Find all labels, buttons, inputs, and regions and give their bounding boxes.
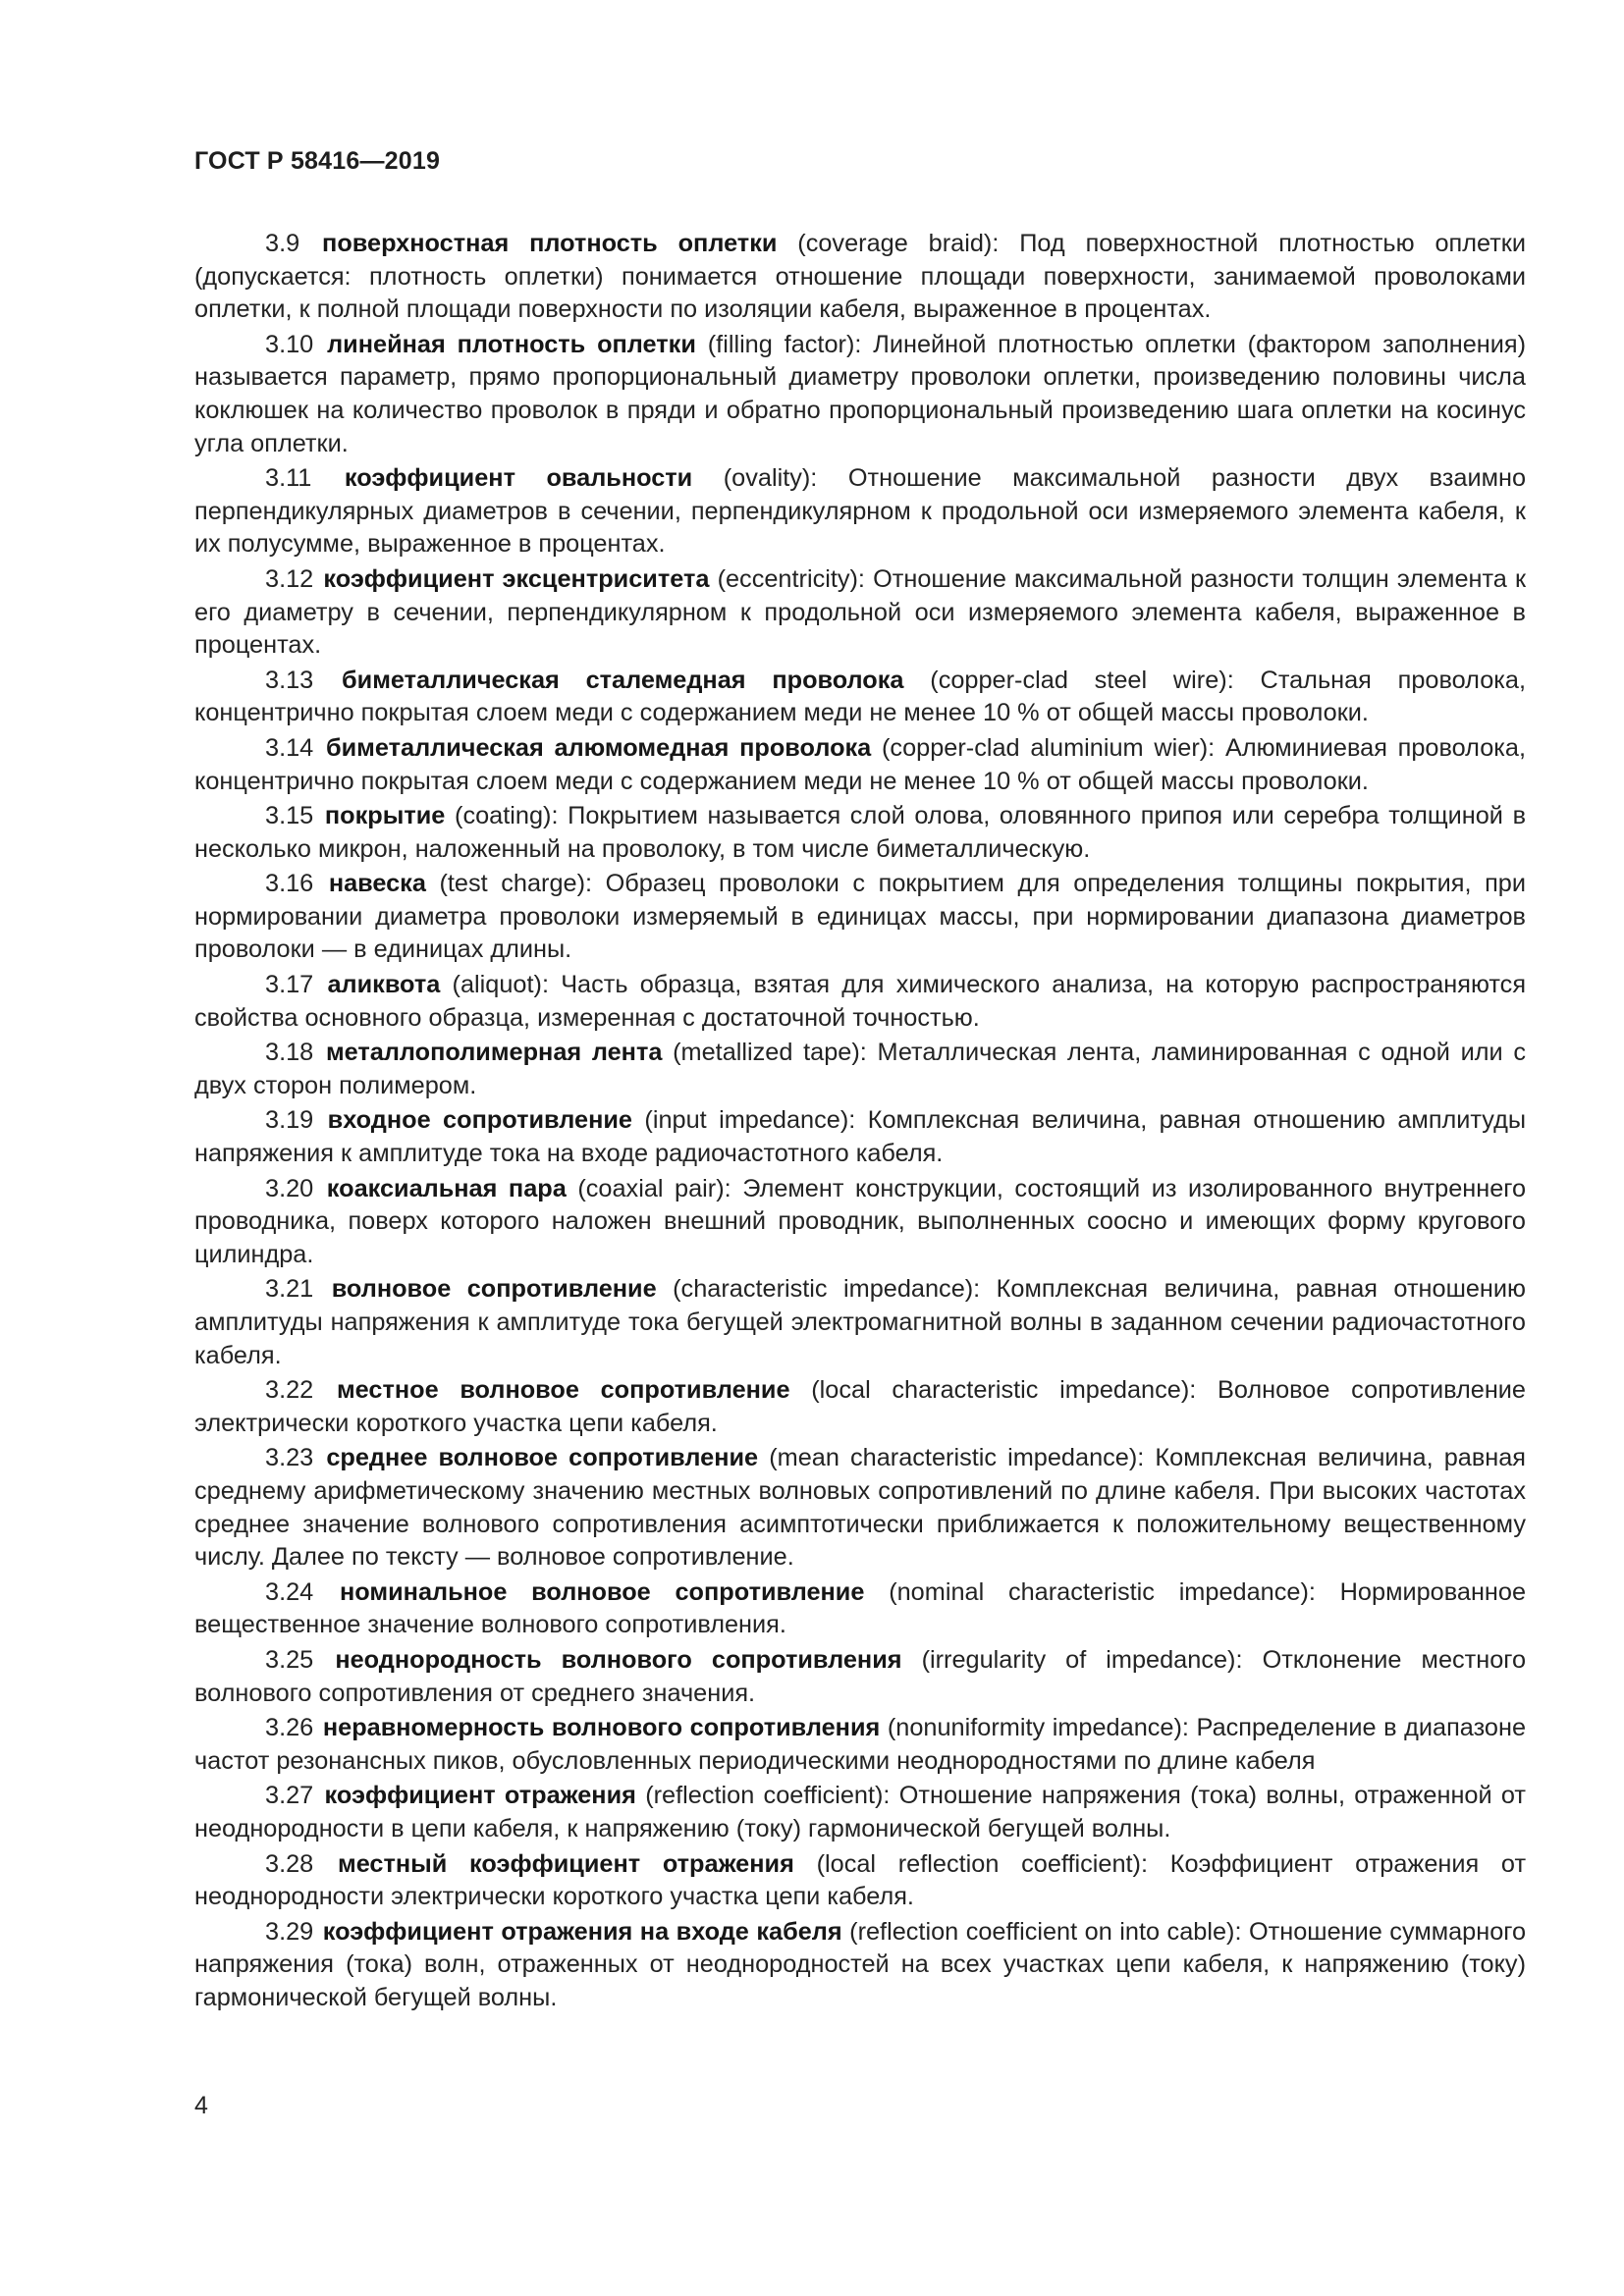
entry-term: коэффициент отражения [324, 1782, 636, 1810]
entry-term: биметаллическая алюмомедная проволока [326, 733, 872, 762]
entry-definition: Распределение в диапазоне частот резонансных пиков, обусловленных периодическими неоднородностями по длине кабеля [194, 1714, 1527, 1775]
entry-definition: Нормированное вещественное значение волнового сопротивления. [194, 1577, 1527, 1639]
entry-definition: Комплексная величина, равная отношению амплитуды напряжения к амплитуде тока на входе радиочастотного кабеля. [194, 1106, 1527, 1168]
entry-term: поверхностная плотность оплетки [322, 230, 778, 257]
term-entry-3-9 [194, 228, 1526, 327]
entry-english-term: (local characteristic impedance): [811, 1376, 1197, 1405]
entry-number: 3.18 [265, 1039, 314, 1067]
entry-number: 3.10 [265, 330, 314, 358]
entry-definition: Покрытием называется слой олова, оловянного припоя или серебра толщиной в несколько микрон, наложенный на проволоку, в том числе биметаллическую. [194, 802, 1527, 863]
entry-number: 3.25 [265, 1645, 314, 1674]
entry-english-term: (nonuniformity impedance): [887, 1714, 1189, 1742]
term-entry-3-15 [194, 800, 1526, 866]
term-entry-3-27 [194, 1780, 1526, 1845]
entry-term: металлополимерная лента [325, 1039, 663, 1067]
entry-english-term: (aliquot): [452, 971, 549, 999]
entry-number: 3.16 [265, 870, 314, 898]
entry-definition: Отношение суммарного напряжения (тока) волн, отраженных от неоднородностей на всех участках цепи кабеля, к напряжению (току) гармонической бегущей волны. [194, 1917, 1527, 2011]
entry-term: коэффициент отражения на входе кабеля [322, 1917, 842, 1946]
entry-term: волновое сопротивление [331, 1275, 657, 1304]
term-entry-3-11 [194, 462, 1526, 561]
entry-term: навеска [328, 870, 426, 898]
entry-number: 3.11 [265, 464, 312, 493]
entry-english-term: (metallized tape): [673, 1039, 867, 1067]
entry-term: линейная плотность оплетки [327, 330, 696, 358]
term-entry-3-20 [194, 1173, 1526, 1272]
term-entry-3-17 [194, 969, 1526, 1035]
entry-english-term: (input impedance): [644, 1106, 856, 1135]
entry-english-term: (ovality): [723, 464, 818, 493]
entry-term: местное волновое сопротивление [336, 1376, 790, 1405]
entry-definition: Комплексная величина, равная отношению амплитуды напряжения к амплитуде тока бегущей электромагнитной волны в заданном сечении радиочастотного кабеля. [194, 1275, 1527, 1369]
entry-term: биметаллическая сталемедная проволока [342, 666, 904, 694]
entry-term: местный коэффициент отражения [337, 1849, 794, 1878]
entry-term: коэффициент овальности [344, 464, 693, 493]
entry-number: 3.21 [265, 1275, 314, 1304]
entry-english-term: (copper-clad aluminium wier): [882, 733, 1216, 762]
entry-definition: Отклонение местного волнового сопротивления от среднего значения. [194, 1645, 1527, 1707]
entry-number: 3.12 [265, 564, 314, 593]
entry-term: неравномерность волнового сопротивления [322, 1714, 881, 1742]
entry-definition: Под поверхностной плотностью оплетки (допускается: плотность оплетки) понимается отношение площади поверхности, занимаемой проволоками оплетки, к полной площади поверхности по изоляции кабеля, выраженное в процентах. [194, 230, 1526, 324]
entry-definition: Коэффициент отражения от неоднородности электрически короткого участка цепи кабеля. [194, 1849, 1527, 1911]
entry-english-term: (test charge): [439, 870, 593, 898]
entry-number: 3.22 [265, 1376, 314, 1405]
entry-number: 3.15 [265, 802, 314, 830]
entry-definition: Волновое сопротивление электрически короткого участка цепи кабеля. [194, 1376, 1526, 1437]
entry-number: 3.14 [265, 733, 314, 762]
entry-english-term: (mean characteristic impedance): [769, 1444, 1145, 1472]
entry-definition: Комплексная величина, равная среднему арифметическому значению местных волновых сопротивлений по длине кабеля. При высоких частотах среднее значение волнового сопротивления асимптотически приближается к положительному вещественному числу. Далее по тексту — волновое сопротивление. [194, 1444, 1527, 1572]
term-entry-3-21 [194, 1273, 1526, 1372]
entry-english-term: (coverage braid): [797, 230, 1000, 257]
entry-number: 3.28 [265, 1849, 314, 1878]
entry-english-term: (characteristic impedance): [673, 1275, 981, 1304]
entry-number: 3.24 [265, 1577, 314, 1606]
entry-number: 3.19 [265, 1106, 314, 1135]
entry-definition: Отношение напряжения (тока) волны, отраженной от неоднородности в цепи кабеля, к напряжению (току) гармонической бегущей волны. [194, 1782, 1527, 1842]
entry-term: коаксиальная пара [326, 1174, 567, 1202]
entry-number: 3.23 [265, 1444, 314, 1472]
entry-definition: Часть образца, взятая для химического анализа, на которую распространяются свойства основного образца, измеренная с достаточной точностью. [194, 971, 1527, 1032]
entry-term: среднее волновое сопротивление [326, 1444, 759, 1472]
term-entry-3-10 [194, 329, 1526, 460]
entry-number: 3.27 [265, 1782, 314, 1810]
entry-number: 3.29 [265, 1917, 314, 1946]
term-entry-3-12 [194, 563, 1526, 663]
term-entry-3-16 [194, 868, 1526, 967]
entry-number: 3.9 [265, 230, 300, 257]
entry-term: коэффициент эксцентриситета [323, 564, 710, 593]
entry-definition: Металлическая лента, ламинированная с одной или с двух сторон полимером. [194, 1039, 1526, 1099]
term-entry-3-23 [194, 1442, 1526, 1574]
entry-english-term: (eccentricity): [717, 564, 865, 593]
entry-definition: Элемент конструкции, состоящий из изолированного внутреннего проводника, поверх которого наложен внешний проводник, выполненных соосно и имеющих форму кругового цилиндра. [194, 1174, 1527, 1268]
entry-english-term: (reflection coefficient): [645, 1782, 891, 1810]
term-entry-3-22 [194, 1374, 1526, 1440]
entry-english-term: (coaxial pair): [577, 1174, 731, 1202]
entry-english-term: (local reflection coefficient): [816, 1849, 1149, 1878]
term-entry-3-14 [194, 732, 1526, 798]
term-entry-3-26 [194, 1712, 1526, 1778]
entry-definition: Отношение максимальной разности толщин элемента к его диаметру в сечении, перпендикулярном к продольной оси измеряемого элемента кабеля, выраженное в процентах. [194, 564, 1527, 660]
term-entry-3-28 [194, 1848, 1526, 1914]
entry-english-term: (irregularity of impedance): [921, 1645, 1243, 1674]
entry-number: 3.17 [265, 971, 314, 999]
entry-term: покрытие [324, 802, 446, 830]
term-entry-3-19 [194, 1104, 1526, 1170]
entry-definition: Алюминиевая проволока, концентрично покрытая слоем меди с содержанием меди не менее 10 % от общей массы проволоки. [194, 733, 1526, 795]
term-entry-3-29 [194, 1916, 1526, 2015]
entry-definition: Образец проволоки с покрытием для определения толщины покрытия, при нормировании диаметра проволоки измеряемый в единицах массы, при нормировании диапазона диаметров проволоки — в единицах длины. [194, 870, 1526, 964]
page-number: 4 [194, 2092, 208, 2119]
entry-english-term: (filling factor): [707, 330, 862, 358]
entry-number: 3.20 [265, 1174, 314, 1202]
entry-definition: Линейной плотностью оплетки (фактором заполнения) называется параметр, прямо пропорциональный диаметру проволоки оплетки, произведению половины числа коклюшек на количество проволок в пряди и обратно пропорциональный произведению шага оплетки на косинус угла оплетки. [194, 330, 1526, 457]
entry-definition: Отношение максимальной разности двух взаимно перпендикулярных диаметров в сечении, перпендикулярном к продольной оси измеряемого элемента кабеля, к их полусумме, выраженное в процентах. [194, 464, 1527, 559]
entry-term: номинальное волновое сопротивление [340, 1577, 865, 1606]
entry-number: 3.13 [265, 666, 314, 694]
entry-english-term: (nominal characteristic impedance): [889, 1577, 1316, 1606]
entry-definition: Стальная проволока, концентрично покрытая слоем меди с содержанием меди не менее 10 % от общей массы проволоки. [194, 666, 1526, 727]
entry-english-term: (coating): [455, 802, 559, 830]
entry-english-term: (copper-clad steel wire): [930, 666, 1234, 694]
entry-english-term: (reflection coefficient on into cable): [849, 1917, 1242, 1946]
term-entry-3-13 [194, 665, 1526, 730]
entry-term: входное сопротивление [327, 1106, 632, 1135]
document-code-header: ГОСТ Р 58416—2019 [194, 147, 441, 175]
terms-list [194, 228, 1526, 2016]
term-entry-3-24 [194, 1576, 1526, 1642]
entry-term: неоднородность волнового сопротивления [335, 1645, 902, 1674]
entry-term: аликвота [327, 971, 441, 999]
entry-number: 3.26 [265, 1714, 314, 1742]
term-entry-3-18 [194, 1037, 1526, 1102]
term-entry-3-25 [194, 1644, 1526, 1710]
